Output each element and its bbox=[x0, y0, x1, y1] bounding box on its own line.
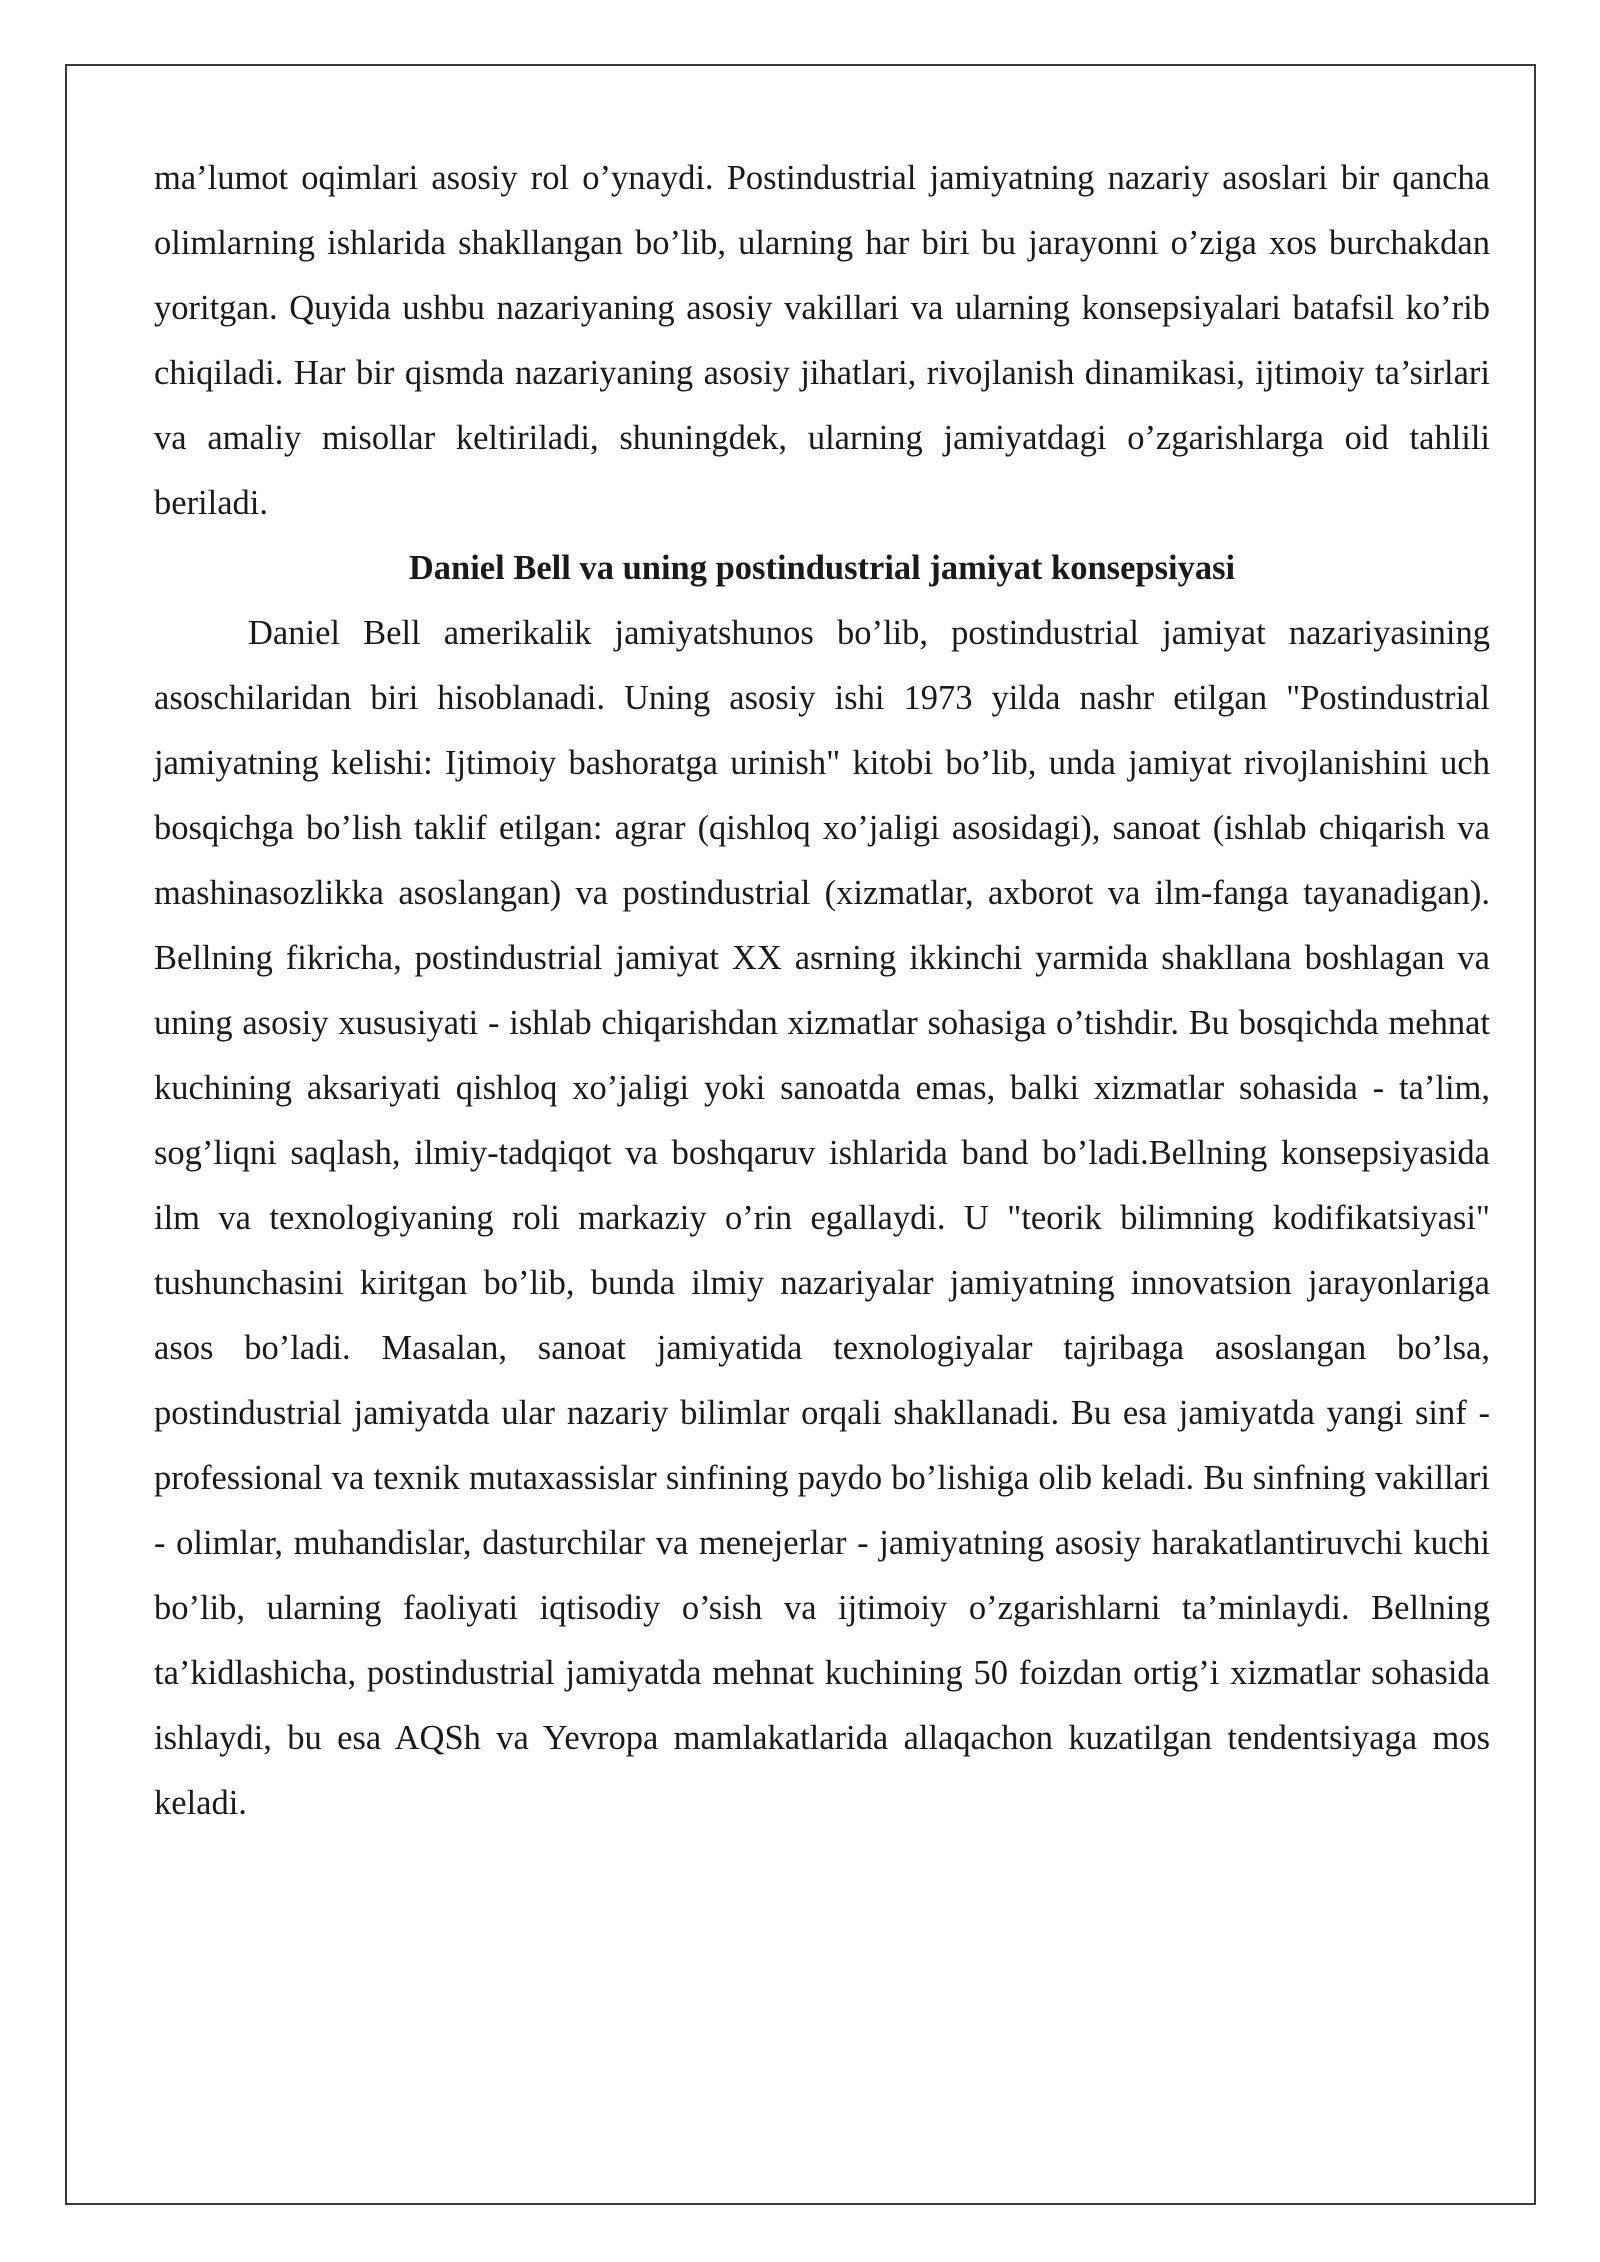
document-body bbox=[154, 146, 1490, 1836]
section-heading: Daniel Bell va uning postindustrial jamiyat konsepsiyasi bbox=[408, 549, 1236, 587]
intro-paragraph: ma’lumot oqimlari asosiy rol o’ynaydi. Postindustrial jamiyatning nazariy asoslari bir qancha olimlarning ishlarida shakllangan bo’lib, ularning har biri bu jarayonni o’ziga xos burchakdan yoritgan. Quyida ushbu nazariyaning asosiy vakillari va ularning konsepsiyalari batafsil ko’rib chiqiladi. Har bir qismda nazariyaning asosiy jihatlari, rivojlanish dinamikasi, ijtimoiy ta’sirlari va amaliy misollar keltiriladi, shuningdek, ularning jamiyatdagi o’zgarishlarga oid tahlili beriladi. bbox=[154, 159, 1490, 522]
section-paragraph: Daniel Bell amerikalik jamiyatshunos bo’lib, postindustrial jamiyat nazariyasining asoschilaridan biri hisoblanadi. Uning asosiy ishi 1973 yilda nashr etilgan "Postindustrial jamiyatning kelishi: Ijtimoiy bashoratga urinish" kitobi bo’lib, unda jamiyat rivojlanishini uch bosqichga bo’lish taklif etilgan: agrar (qishloq xo’jaligi asosidagi), sanoat (ishlab chiqarish va mashinasozlikka asoslangan) va postindustrial (xizmatlar, axborot va ilm-fanga tayanadigan). Bellning fikricha, postindustrial jamiyat XX asrning ikkinchi yarmida shakllana boshlagan va uning asosiy xususiyati - ishlab chiqarishdan xizmatlar sohasiga o’tishdir. Bu bosqichda mehnat kuchining aksariyati qishloq xo’jaligi yoki sanoatda emas, balki xizmatlar sohasida - ta’lim, sog’liqni saqlash, ilmiy-tadqiqot va boshqaruv ishlarida band bo’ladi.Bellning konsepsiyasida ilm va texnologiyaning roli markaziy o’rin egallaydi. U "teorik bilimning kodifikatsiyasi" tushunchasini kiritgan bo’lib, bunda ilmiy nazariyalar jamiyatning innovatsion jarayonlariga asos bo’ladi. Masalan, sanoat jamiyatida texnologiyalar tajribaga asoslangan bo’lsa, postindustrial jamiyatda ular nazariy bilimlar orqali shakllanadi. Bu esa jamiyatda yangi sinf - professional va texnik mutaxassislar sinfining paydo bo’lishiga olib keladi. Bu sinfning vakillari - olimlar, muhandislar, dasturchilar va menejerlar - jamiyatning asosiy harakatlantiruvchi kuchi bo’lib, ularning faoliyati iqtisodiy o’sish va ijtimoiy o’zgarishlarni ta’minlaydi. Bellning ta’kidlashicha, postindustrial jamiyatda mehnat kuchining 50 foizdan ortig’i xizmatlar sohasida ishlaydi, bu esa AQSh va Yevropa mamlakatlarida allaqachon kuzatilgan tendentsiyaga mos keladi. bbox=[154, 614, 1490, 1822]
